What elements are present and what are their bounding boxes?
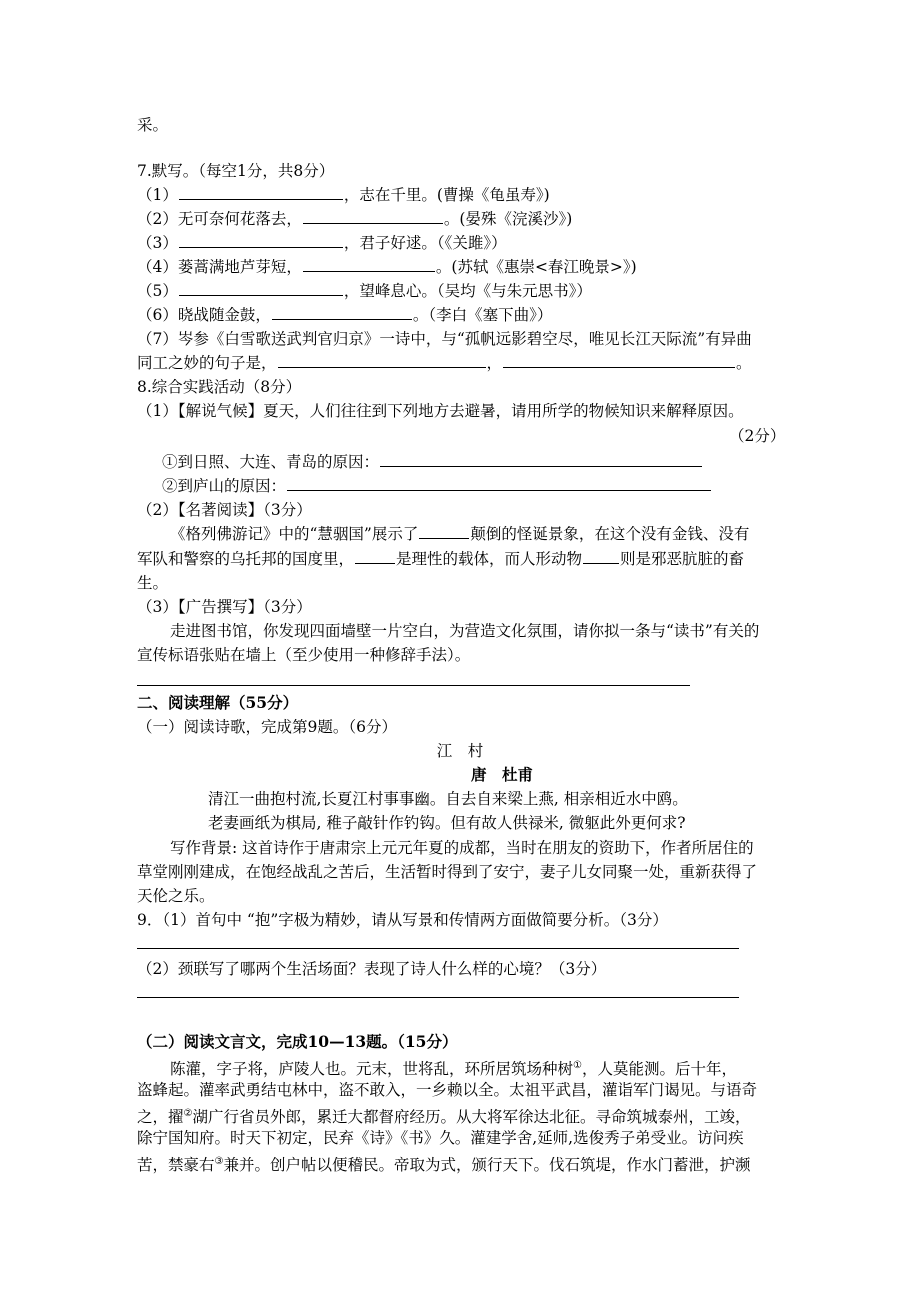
- q8-p2-line2: [137, 548, 744, 570]
- item-text: ，君子好逑。（《关雎》）: [343, 234, 507, 252]
- item-sep: ，: [486, 354, 503, 372]
- answer-blank[interactable]: [303, 256, 435, 272]
- q8-p1-line1: （1）【解说气候】夏天，人们往往到下列地方去避暑，请用所学的物候知识来解释原因。: [137, 402, 744, 420]
- item-text: ，望峰息心。（吴均《与朱元思书》）: [343, 282, 592, 300]
- item-num: （1）: [137, 186, 178, 204]
- background-line-1: 写作背景: 这首诗作于唐肃宗上元元年夏的成都，当时在朋友的资助下，作者所居住的: [170, 839, 754, 857]
- poem-line-2: 老妻画纸为棋局, 稚子敲针作钓钩。但有故人供禄米, 微躯此外更何求?: [208, 814, 686, 832]
- footnote-mark: ③: [214, 1156, 224, 1167]
- item-text: 苦，禁豪右: [137, 1156, 215, 1175]
- item-text: 陈灌，字子将，庐陵人也。元末，世将乱，环所居筑场种树: [170, 1060, 574, 1079]
- poem-line-1: 清江一曲抱村流,长夏江村事事幽。自去自来梁上燕, 相亲相近水中鸥。: [208, 790, 688, 808]
- item-text: 兼并。创户帖以便稽民。帝取为式，颁行天下。伐石筑堤，作水门蓄泄，护濒: [223, 1156, 751, 1175]
- part1-title: （一）阅读诗歌，完成第9题。（6分）: [137, 718, 397, 736]
- q9-1: 9．（1）首句中 “抱”字极为精妙，请从写景和传情两方面做简要分析。（3分）: [137, 911, 668, 929]
- classical-line-2: 盗蜂起。灌率武勇结屯林中，盗不敢入，一乡赖以全。太祖平武昌，灌诣军门谒见。与语奇: [137, 1081, 758, 1099]
- answer-blank[interactable]: [503, 352, 735, 368]
- answer-blank[interactable]: [380, 451, 702, 467]
- footnote-mark: ②: [183, 1108, 193, 1119]
- q8-p3-title: （3）【广告撰写】（3分）: [137, 598, 312, 616]
- item-text: 军队和警察的乌托邦的国度里，: [137, 550, 355, 568]
- item-text: 蒌蒿满地芦芽短，: [177, 258, 302, 276]
- q7-item-5: [137, 280, 592, 302]
- q7-item-7-line2: [137, 352, 752, 374]
- q8-p2-title: （2）【名著阅读】（3分）: [137, 501, 312, 519]
- q9-2: （2）颈联写了哪两个生活场面？表现了诗人什么样的心境？（3分）: [137, 960, 607, 978]
- q8-title: 8.综合实践活动（8分）: [137, 378, 302, 396]
- answer-line[interactable]: [137, 997, 739, 998]
- answer-blank[interactable]: [179, 184, 343, 200]
- q8-p3-line1: 走进图书馆，你发现四面墙壁一片空白，为营造文化氛围，请你拟一条与“读书”有关的: [170, 622, 760, 640]
- q7-item-1: [137, 184, 550, 206]
- q8-p1-b: [162, 475, 712, 497]
- item-num: （4）: [137, 258, 178, 276]
- answer-blank[interactable]: [278, 352, 486, 368]
- q7-item-3: [137, 232, 507, 254]
- part2-title: （二）阅读文言文，完成10—13题。（15分）: [137, 1032, 458, 1051]
- item-text: 。(晏殊《浣溪沙》): [443, 210, 573, 228]
- item-num: （2）: [137, 210, 178, 228]
- item-text: ①到日照、大连、青岛的原因：: [162, 453, 380, 471]
- classical-line-1: [170, 1055, 737, 1080]
- item-end: 。: [736, 354, 752, 372]
- background-line-2: 草堂刚刚建成，在饱经战乱之苦后，生活暂时得到了安宁，妻子儿女同聚一处，重新获得了: [137, 863, 758, 881]
- answer-blank[interactable]: [179, 280, 343, 296]
- item-text: ，人莫能测。后十年，: [581, 1060, 737, 1079]
- background-line-3: 天伦之乐。: [137, 887, 215, 905]
- item-text: 同工之妙的句子是，: [137, 354, 277, 372]
- classical-line-5: [137, 1151, 751, 1176]
- answer-blank[interactable]: [272, 304, 412, 320]
- item-text: ，志在千里。(曹操《龟虽寿》): [343, 186, 550, 204]
- poem-author: 唐 杜甫: [471, 765, 534, 784]
- q8-p2-line1: [170, 523, 749, 545]
- item-text: ②到庐山的原因：: [162, 477, 287, 495]
- item-text: 。（李白《塞下曲》）: [412, 306, 553, 324]
- answer-blank[interactable]: [355, 548, 395, 564]
- classical-line-3: [137, 1103, 751, 1128]
- q8-p1-score: （2分）: [729, 427, 786, 445]
- q7-item-4: [137, 256, 637, 278]
- answer-blank[interactable]: [419, 523, 469, 539]
- q7-item-7-line1: （7）岑参《白雪歌送武判官归京》一诗中，与“孤帆远影碧空尽，唯见长江天际流”有异曲: [137, 330, 752, 348]
- item-num: （5）: [137, 282, 178, 300]
- q8-p3-line2: 宣传标语张贴在墙上（至少使用一种修辞手法）。: [137, 646, 471, 664]
- answer-blank[interactable]: [179, 232, 343, 248]
- item-num: （6）: [137, 306, 178, 324]
- item-text: 。(苏轼《惠崇<春江晚景>》): [435, 258, 637, 276]
- answer-line[interactable]: [137, 948, 739, 949]
- top-char: 采。: [137, 116, 169, 134]
- answer-blank[interactable]: [583, 548, 619, 564]
- item-num: （3）: [137, 234, 178, 252]
- answer-blank[interactable]: [303, 208, 443, 224]
- item-text: 无可奈何花落去，: [177, 210, 302, 228]
- section2-title: 二、阅读理解（55分）: [137, 693, 299, 712]
- answer-blank[interactable]: [287, 475, 711, 491]
- q7-title: 7.默写。（每空1分，共8分）: [137, 162, 335, 180]
- item-text: 则是邪恶肮脏的畜: [620, 550, 745, 568]
- q7-item-6: [137, 304, 552, 326]
- footnote-mark: ①: [573, 1060, 582, 1071]
- item-text: 晓战随金鼓，: [177, 306, 271, 324]
- q8-p1-a: [162, 451, 703, 473]
- item-text: 之，擢: [137, 1108, 184, 1127]
- q7-item-2: [137, 208, 572, 230]
- item-text: 《格列佛游记》中的“慧骃国”展示了: [170, 525, 419, 543]
- item-text: 颠倒的怪诞景象，在这个没有金钱、没有: [470, 525, 750, 543]
- poem-title: 江 村: [436, 742, 484, 760]
- classical-line-4: 除宁国知府。时天下初定，民弃《诗》《书》久。灌建学舍,延师,选俊秀子弟受业。访问疾: [137, 1129, 744, 1147]
- answer-line[interactable]: [137, 685, 690, 686]
- item-text: 是理性的载体，而人形动物: [396, 550, 583, 568]
- item-text: 湖广行省员外郎，累迁大都督府经历。从大将军徐达北征。寻命筑城泰州，工竣，: [192, 1108, 751, 1127]
- q8-p2-line3: 生。: [137, 574, 169, 592]
